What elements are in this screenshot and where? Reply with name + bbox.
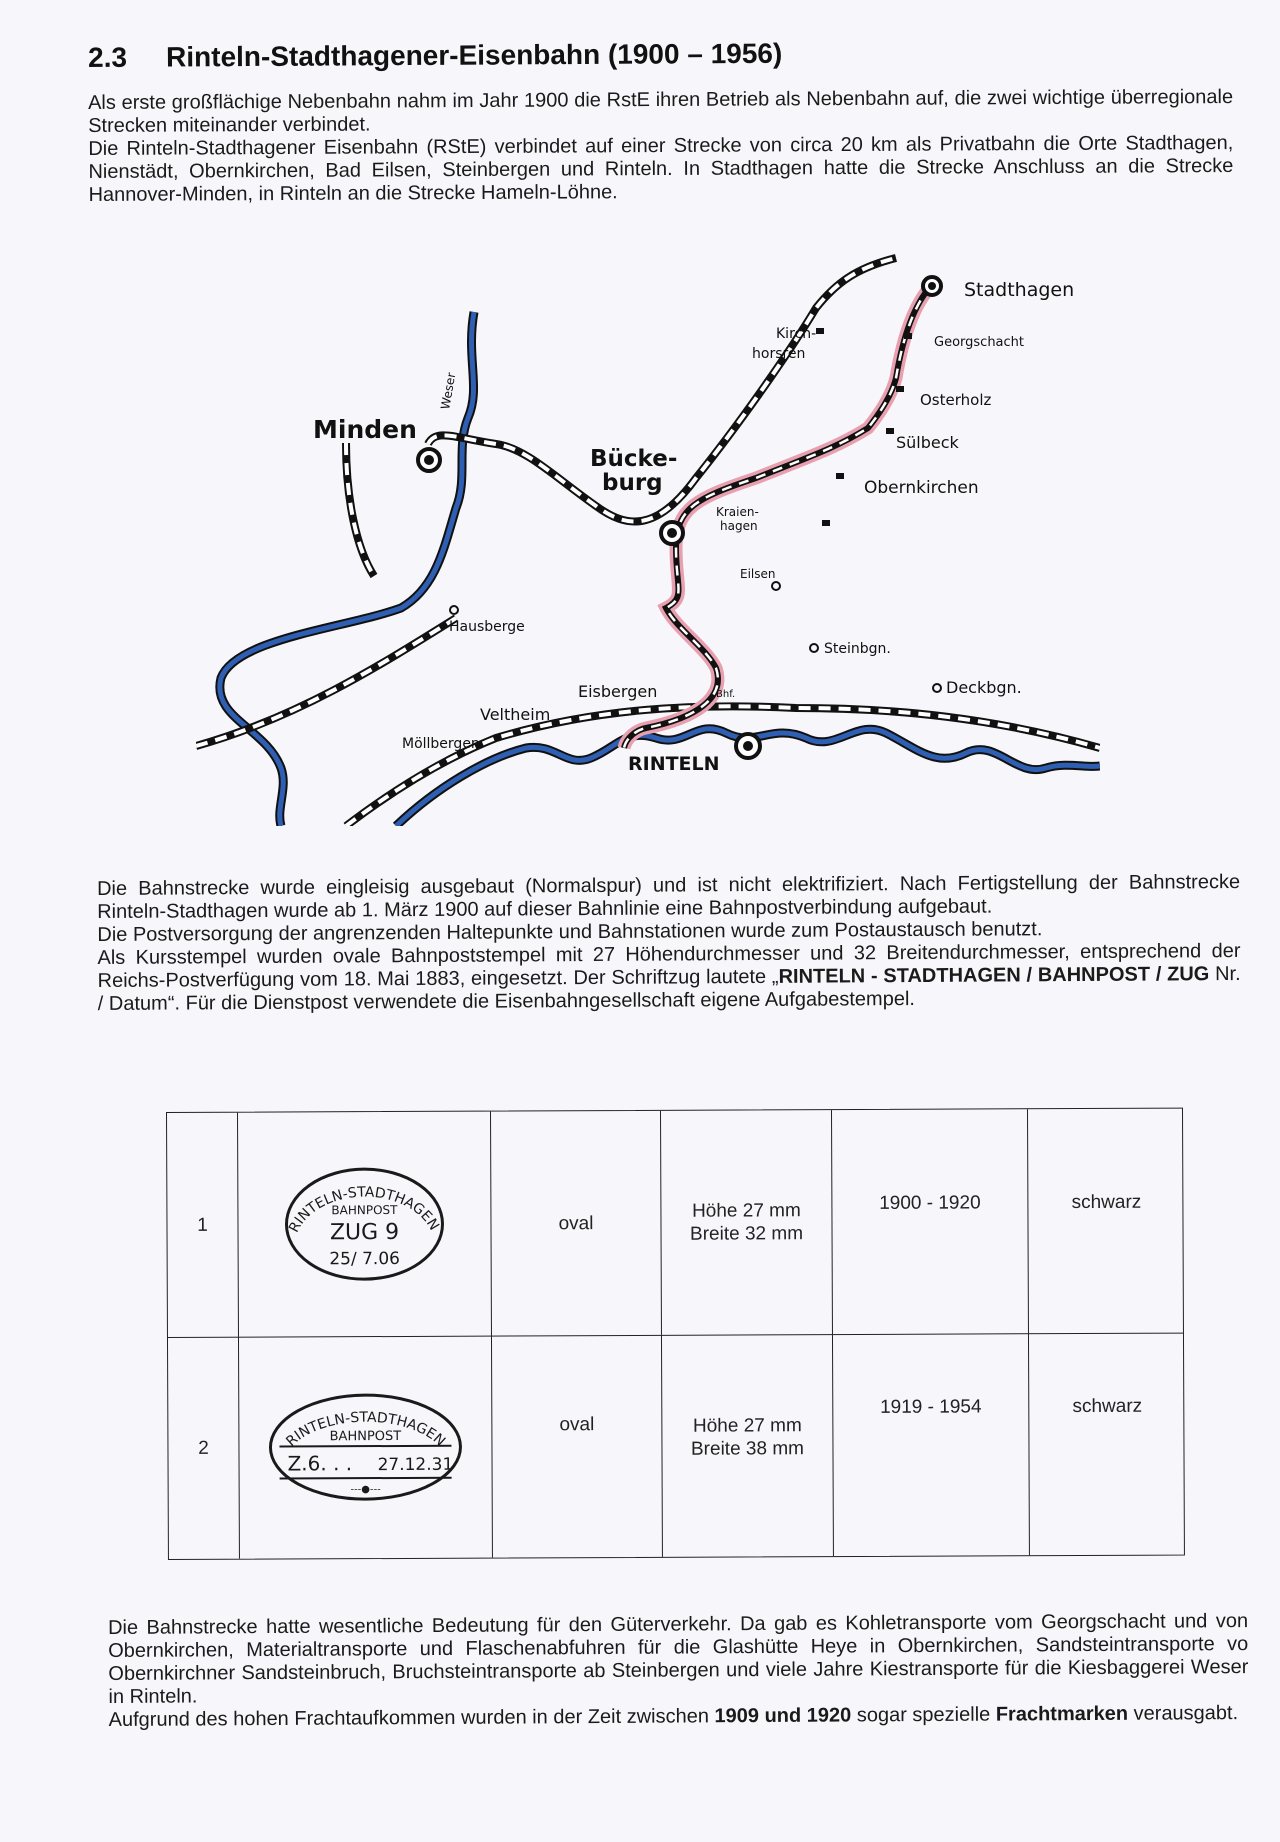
stamp-color: schwarz: [1072, 1395, 1143, 1418]
svg-text:Z.6. . .: Z.6. . .: [287, 1450, 353, 1475]
map-label-bhf: Bhf.: [716, 689, 736, 700]
map-label-stadthagen: Stadthagen: [964, 279, 1075, 301]
map-label-kraienhagen-1: Kraien-: [716, 505, 759, 519]
svg-text:25/ 7.06: 25/ 7.06: [329, 1248, 400, 1270]
map-label-hausberge: Hausberge: [449, 619, 525, 635]
stamp-table: [166, 1108, 1185, 1560]
map-label-kirchhorsten-1: Kirch-: [776, 326, 817, 342]
middle-line-1a: Die Bahnstrecke wurde eingleisig ausgebaut (Normalspur) und ist nicht elektrifiziert. Nach Fertigstellung der Bahnstrecke Rinteln-Stadthagen wurde ab 1. März 1900 auf dieser Bahnlinie eine Bahnpostverbindung aufgebaut.: [97, 871, 1241, 923]
map-label-bueckeburg-1: Bücke-: [590, 446, 678, 472]
stamp-image: [238, 1112, 492, 1337]
section-number: 2.3: [88, 41, 128, 73]
map-label-rinteln: RINTELN: [628, 753, 720, 775]
closing-paragraph: [108, 1610, 1249, 1732]
intro-paragraph: [88, 86, 1234, 207]
stamp-2-arc: RINTELN-STADTHAGEN: [283, 1409, 449, 1450]
map-label-kraienhagen-2: hagen: [720, 519, 758, 533]
middle-line-2: Als Kursstempel wurden ovale Bahnpoststempel mit 27 Höhendurchmesser und 32 Breitendurchmesser, entsprechend der Reichs-Postverfügung vom 18. Mai 1883, eingesetzt. Der Schriftzug lautete „RINTELN - STADTHAGEN / BAHNPOST / ZUG Nr. / Datum“. Für die Dienstpost verwendete die Eisenbahngesellschaft eigene Aufgabestempel.: [97, 940, 1241, 1015]
map-label-bueckeburg-2: burg: [602, 470, 663, 496]
stamp-period: 1919 - 1954: [833, 1333, 1030, 1556]
table-row: [167, 1109, 1183, 1338]
map-label-weser: Weser: [438, 371, 459, 411]
stamp-1-arc: RINTELN-STADTHAGEN: [286, 1184, 442, 1236]
map-label-steinbergen: Steinbgn.: [824, 641, 891, 657]
period-bold: 1909 und 1920: [714, 1704, 852, 1728]
section-heading: [88, 35, 1188, 74]
stamp-image: [239, 1336, 493, 1559]
inscription-bold: RINTELN - STADTHAGEN / BAHNPOST / ZUG: [778, 963, 1210, 988]
map-label-osterholz: Osterholz: [920, 391, 992, 409]
stamp-2-image: [265, 1389, 465, 1505]
stamp-dimensions: Höhe 27 mm Breite 32 mm: [661, 1110, 833, 1335]
map-label-eisbergen: Eisbergen: [578, 682, 658, 701]
map-label-eilsen: Eilsen: [740, 567, 776, 581]
stamp-dimensions: Höhe 27 mm Breite 38 mm: [662, 1334, 834, 1557]
railway-map: [196, 248, 1100, 826]
stamp-number: 2: [168, 1337, 240, 1559]
svg-text:ZUG 9: ZUG 9: [329, 1219, 400, 1246]
map-label-kirchhorsten-2: horsren: [752, 346, 806, 362]
stamp-number: 1: [167, 1113, 239, 1337]
stamp-shape: oval: [491, 1111, 662, 1336]
map-label-deckbergen: Deckbgn.: [946, 678, 1022, 697]
stamp-shape: oval: [492, 1335, 663, 1558]
railway-map-svg: [196, 248, 1100, 826]
map-label-minden: Minden: [313, 415, 417, 444]
stamp-period: 1900 - 1920: [832, 1109, 1029, 1334]
stamp-color: schwarz: [1071, 1191, 1142, 1214]
map-label-georgschacht: Georgschacht: [934, 335, 1025, 350]
map-label-suelbeck: Sülbeck: [896, 433, 959, 452]
svg-text:BAHNPOST: BAHNPOST: [329, 1428, 402, 1444]
closing-line-1: Die Bahnstrecke hatte wesentliche Bedeutung für den Güterverkehr. Da gab es Kohletransporte vom Georgschacht und von Obernkirchen, Materialtransporte und Flaschenabfuhren für die Glashütte Heye in Obernkirchen, Sandsteintransporte vo Obernkirchner Sandsteinbruch, Bruchsteintransporte ab Steinbergen und viele Jahre Kiestransporte für die Kiesbaggerei Weser in Rinteln.: [108, 1610, 1249, 1708]
stamp-1-image: [279, 1164, 450, 1285]
map-label-moellbergen: Möllbergen: [402, 736, 480, 752]
intro-line-1: Als erste großflächige Nebenbahn nahm im Jahr 1900 die RstE ihren Betrieb als Nebenbahn auf, die zwei wichtige überregionale Strecken miteinander verbindet.: [88, 86, 1234, 137]
table-row: [168, 1333, 1184, 1559]
middle-line-1b: Die Postversorgung der angrenzenden Haltepunkte und Bahnstationen wurde zum Postaustausch benutzt.: [97, 918, 1043, 946]
svg-text:BAHNPOST: BAHNPOST: [331, 1202, 398, 1218]
map-label-obernkirchen: Obernkirchen: [864, 478, 979, 498]
section-title: Rinteln-Stadthagener-Eisenbahn (1900 – 1956): [165, 37, 783, 73]
middle-paragraph: [97, 871, 1241, 1016]
frachtmarken-bold: Frachtmarken: [995, 1702, 1129, 1726]
svg-text:---●---: ---●---: [350, 1483, 381, 1495]
closing-line-2: Aufgrund des hohen Frachtaufkommen wurden in der Zeit zwischen 1909 und 1920 sogar spezielle Frachtmarken verausgabt.: [108, 1702, 1239, 1731]
svg-text:27.12.31: 27.12.31: [377, 1454, 454, 1475]
map-label-veltheim: Veltheim: [480, 705, 551, 724]
intro-line-2: Die Rinteln-Stadthagener Eisenbahn (RStE) verbindet auf einer Strecke von circa 20 km als Privatbahn die Orte Stadthagen, Nienstädt, Obernkirchen, Bad Eilsen, Steinbergen und Rinteln. In Stadthagen hatte die Strecke Anschluss an die Strecke Hannover-Minden, in Rinteln an die Strecke Hameln-Löhne.: [88, 132, 1234, 206]
